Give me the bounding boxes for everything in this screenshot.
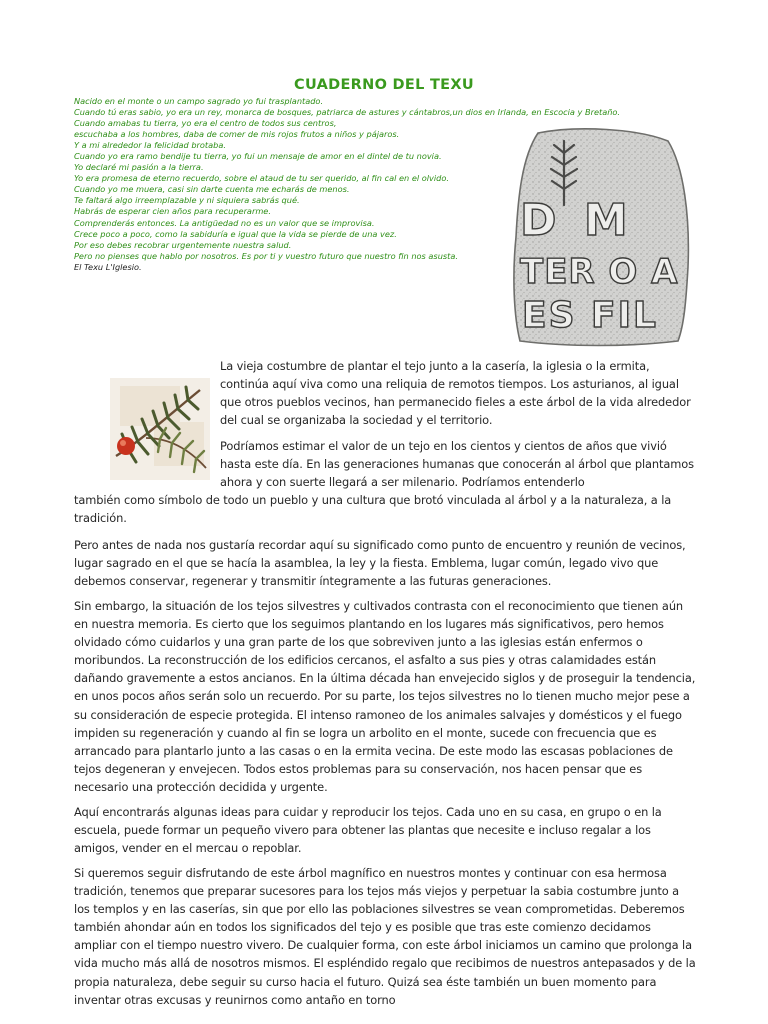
- paragraph-4: Sin embargo, la situación de los tejos silvestres y cultivados contrasta con el reconocimiento que tienen aún en nuestra memoria. Es cierto que los seguimos plantando en los lugares más significativos, pero hemos olvidado cómo cuidarlos y una gran parte de los que sobreviven junto a las iglesias están enfermos o moribundos. La reconstrucción de los edificios cercanos, el asfalto a sus pies y otras calamidades están dañando gravemente a estos ancianos. En la última década han envejecido siglos y de proseguir la tendencia, en unos pocos años serán solo un recuerdo. Por su parte, los tejos silvestres no lo tienen mucho mejor pese a su consideración de especie protegida. El intenso ramoneo de los animales salvajes y domésticos y el fuego impiden su regeneración y cuando al fin se logra un arbolito en el monte, sucede con frecuencia que es arrancado para plantarlo junto a las casas o en la ermita vecina. De este modo las escasas poblaciones de tejos degeneran y envejecen. Todos estos problemas para su conservación, nos hacen pensar que es necesario una protección decidida y urgente.: [74, 599, 696, 794]
- poem-line: Por eso debes recobrar urgentemente nuestra salud.: [74, 239, 292, 250]
- poem-line: Cuando yo me muera, casi sin darte cuenta me echarás de menos.: [74, 184, 350, 195]
- yew-branch-illustration: [96, 372, 216, 486]
- stone-inscription-line: TER O A: [520, 252, 679, 292]
- poem-line: Crece poco a poco, como la sabiduría e igual que la vida se pierde de una vez.: [74, 228, 397, 239]
- page-title: CUADERNO DEL TEXU: [294, 77, 474, 93]
- paragraph-2-part2: también como símbolo de todo un pueblo y una cultura que brotó vinculada al árbol y a la naturaleza, a la tradición.: [74, 493, 672, 526]
- poem-line: Pero no pienses que hablo por nosotros. Es por ti y vuestro futuro que nuestro fin nos asusta.: [74, 250, 458, 261]
- poem-line: Te faltará algo irreemplazable y ni siquiera sabrás qué.: [74, 195, 300, 206]
- poem-line: Yo declaré mi pasión a la tierra.: [74, 162, 204, 173]
- poem-line: Habrás de esperar cien años para recuperarme.: [74, 206, 271, 217]
- poem-line: Yo era promesa de eterno recuerdo, sobre el ataud de tu ser querido, al fin cal en el olvido.: [74, 173, 449, 184]
- stone-inscription-line: D M: [520, 195, 634, 246]
- poem-signature: El Texu L'Iglesio.: [74, 261, 142, 272]
- poem-line: Comprenderás entonces. La antigüedad no es un valor que se improvisa.: [74, 217, 375, 228]
- poem-line: Cuando yo era ramo bendije tu tierra, yo fui un mensaje de amor en el dintel de tu novia.: [74, 151, 442, 162]
- paragraph-6: Si queremos seguir disfrutando de este árbol magnífico en nuestros montes y continuar con esa hermosa tradición, tenemos que preparar sucesores para los tejos más viejos y perpetuar la sabia costumbre junto a los templos y en las caserías, sin que por ello las poblaciones silvestres se vean comprometidas. Deberemos también ahondar aún en todos los significados del tejo y es posible que tras este comienzo decidamos ampliar con el tiempo nuestro vivero. De cualquier forma, con este árbol iniciamos un camino que prolonga la vida mucho más allá de nosotros mismos. El espléndido regalo que recibimos de nuestros antepasados y de la propia naturaleza, debe seguir su curso hacia el futuro. Quizá sea éste también un buen momento para inventar otras excusas y reunirnos como antaño en torno: [74, 866, 696, 1007]
- poem-line: Y a mi alrededor la felicidad brotaba.: [74, 140, 226, 151]
- stone-stela-illustration: [508, 127, 694, 347]
- poem-line: Cuando tú eras sabio, yo era un rey, monarca de bosques, patriarca de astures y cántabros,un dios en Irlanda, en Escocia y Bretaño.: [74, 107, 621, 118]
- poem-line: escuchaba a los hombres, daba de comer de mis rojos frutos a niños y pájaros.: [74, 129, 400, 140]
- paragraph-3: Pero antes de nada nos gustaría recordar aquí su significado como punto de encuentro y reunión de vecinos, lugar sagrado en el que se hacía la asamblea, la ley y la fiesta. Emblema, lugar común, legado vivo que debemos conservar, regenerar y transmitir íntegramente a las futuras generaciones.: [74, 538, 686, 589]
- paragraph-5: Aquí encontrarás algunas ideas para cuidar y reproducir los tejos. Cada uno en su casa, en grupo o en la escuela, puede formar un pequeño vivero para obtener las plantas que necesite e incluso regalar a los amigos, vender en el mercau o repoblar.: [74, 805, 662, 856]
- paragraph-2-part1: Podríamos estimar el valor de un tejo en los cientos y cientos de años que vivió hasta este día. En las generaciones humanas que conocerán al árbol que plantamos ahora y con suerte llegará a ser milenario. Podríamos entenderlo: [220, 439, 694, 490]
- paragraph-1: La vieja costumbre de plantar el tejo junto a la casería, la iglesia o la ermita, continúa aquí viva como una reliquia de remotos tiempos. Los asturianos, al igual que otros pueblos vecinos, han permanecido fieles a este árbol de la vida alrededor del cual se organizaba la sociedad y el territorio.: [220, 359, 691, 428]
- poem-line: Nacido en el monte o un campo sagrado yo fui trasplantado.: [74, 96, 324, 106]
- poem-line: Cuando amabas tu tierra, yo era el centro de todos sus centros,: [74, 118, 337, 129]
- stone-inscription-line: ES FIL: [522, 295, 658, 336]
